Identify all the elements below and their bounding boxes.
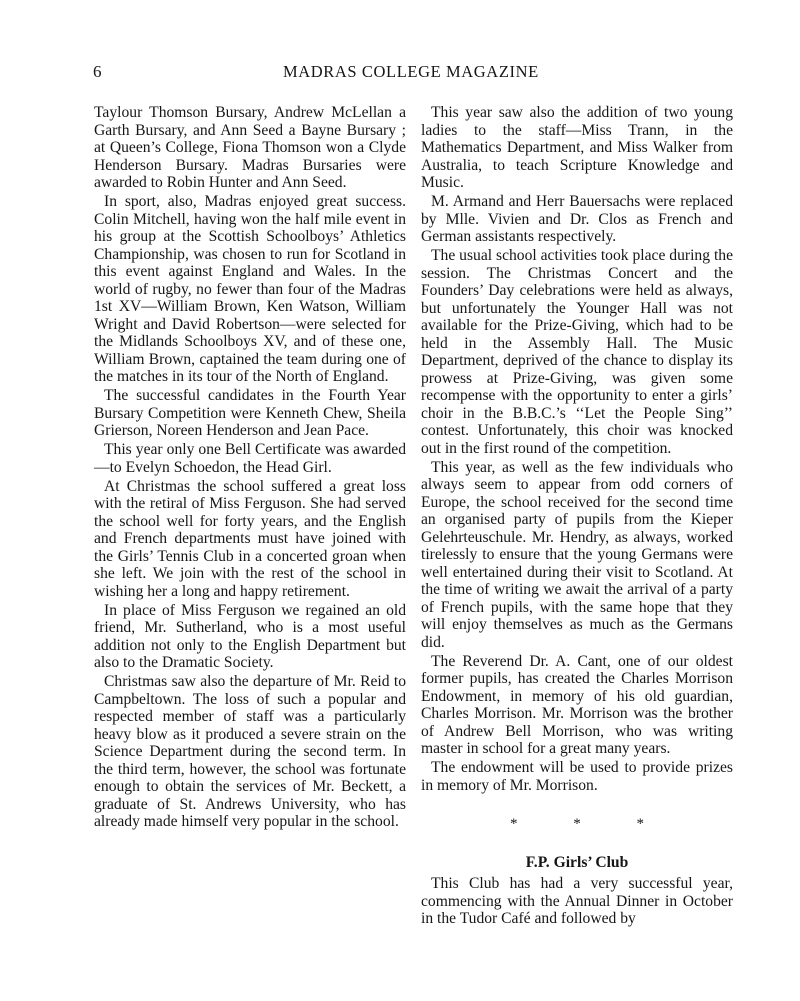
paragraph-endowment-prizes: The endowment will be used to provide prizes in memory of Mr. Morrison.	[421, 759, 733, 794]
section-title-fp-girls-club: F.P. Girls’ Club	[525, 853, 629, 871]
paragraph-mr-reid: Christmas saw also the departure of Mr. Reid to Campbeltown. The loss of such a popular and respected member of staff was a particularly heavy blow as it produced a severe strain on the Science Department during the second term. In the third term, however, the school was fortunate enough to obtain the services of Mr. Beckett, a graduate of St. Andrews University, who has already made himself very popular in the school.	[94, 673, 406, 830]
right-column	[421, 104, 733, 929]
paragraph-new-staff: This year saw also the addition of two young ladies to the staff—Miss Trann, in the Mathematics Department, and Miss Walker from Australia, to teach Scripture Knowledge and Music.	[421, 104, 733, 191]
paragraph-assistants: M. Armand and Herr Bauersachs were replaced by Mlle. Vivien and Dr. Clos as French and German assistants respectively.	[421, 193, 733, 245]
paragraph-school-activities: The usual school activities took place during the session. The Christmas Concert and the Founders’ Day celebrations were held as always, but unfortunately the Younger Hall was not available for the Prize-Giving, which had to be held in the Assembly Hall. The Music Department, deprived of the chance to display its prowess at Prize-Giving, was given some recompense with the opportunity to enter a girls’ choir in the B.B.C.’s ‘‘Let the People Sing’’ contest. Unfortunately, this choir was knocked out in the first round of the competition.	[421, 247, 733, 457]
paragraph-german-visit: This year, as well as the few individuals who always seem to appear from odd corners of Europe, the school received for the second time an organised party of pupils from the Kieper Gelehrteuschule. Mr. Hendry, as always, worked tirelessly to ensure that the young Germans were well entertained during their visit to Scotland. At the time of writing we await the arrival of a party of French pupils, with the same hope that they will enjoy themselves as much as the Germans did.	[421, 458, 733, 651]
paragraph-miss-ferguson: At Christmas the school suffered a great loss with the retiral of Miss Ferguson. She had served the school well for forty years, and the English and French departments must have joined with the Girls’ Tennis Club in a concerted groan when she left. We join with the rest of the school in wishing her a long and happy retirement.	[94, 477, 406, 600]
page-header	[93, 62, 733, 86]
paragraph-fp-girls-club: This Club has had a very successful year, commencing with the Annual Dinner in October in the Tudor Café and followed by	[421, 875, 733, 927]
left-column	[94, 104, 406, 832]
paragraph-bell-certificate: This year only one Bell Certificate was awarded—to Evelyn Schoedon, the Head Girl.	[94, 441, 406, 476]
page-number: 6	[93, 62, 102, 81]
paragraph-sport: In sport, also, Madras enjoyed great success. Colin Mitchell, having won the half mile event in his group at the Scottish Schoolboys’ Athletics Championship, was chosen to run for Scotland in this event against England and Wales. In the world of rugby, no fewer than four of the Madras 1st XV—William Brown, Ken Watson, William Wright and David Robertson—were selected for the Midlands Schoolboys XV, and of these one, William Brown, captained the team during one of the matches in its tour of the North of England.	[94, 193, 406, 385]
paragraph-mr-sutherland: In place of Miss Ferguson we regained an old friend, Mr. Sutherland, who is a most useful addition not only to the English Department but also to the Dramatic Society.	[94, 601, 406, 671]
running-head: MADRAS COLLEGE MAGAZINE	[283, 62, 539, 81]
paragraph-fourth-year-bursary: The successful candidates in the Fourth Year Bursary Competition were Kenneth Chew, Sheila Grierson, Noreen Henderson and Jean Pace.	[94, 387, 406, 439]
paragraph-bursaries: Taylour Thomson Bursary, Andrew McLellan a Garth Bursary, and Ann Seed a Bayne Bursary ; at Queen’s College, Fiona Thomson won a Clyde Henderson Bursary. Madras Bursaries were awarded to Robin Hunter and Ann Seed.	[94, 104, 406, 191]
paragraph-morrison-endowment: The Reverend Dr. A. Cant, one of our oldest former pupils, has created the Charles Morrison Endowment, in memory of his old guardian, Charles Morrison. Mr. Morrison was the brother of Andrew Bell Morrison, who was writing master in school for a great many years.	[421, 652, 733, 757]
section-separator: * * *	[510, 816, 670, 832]
